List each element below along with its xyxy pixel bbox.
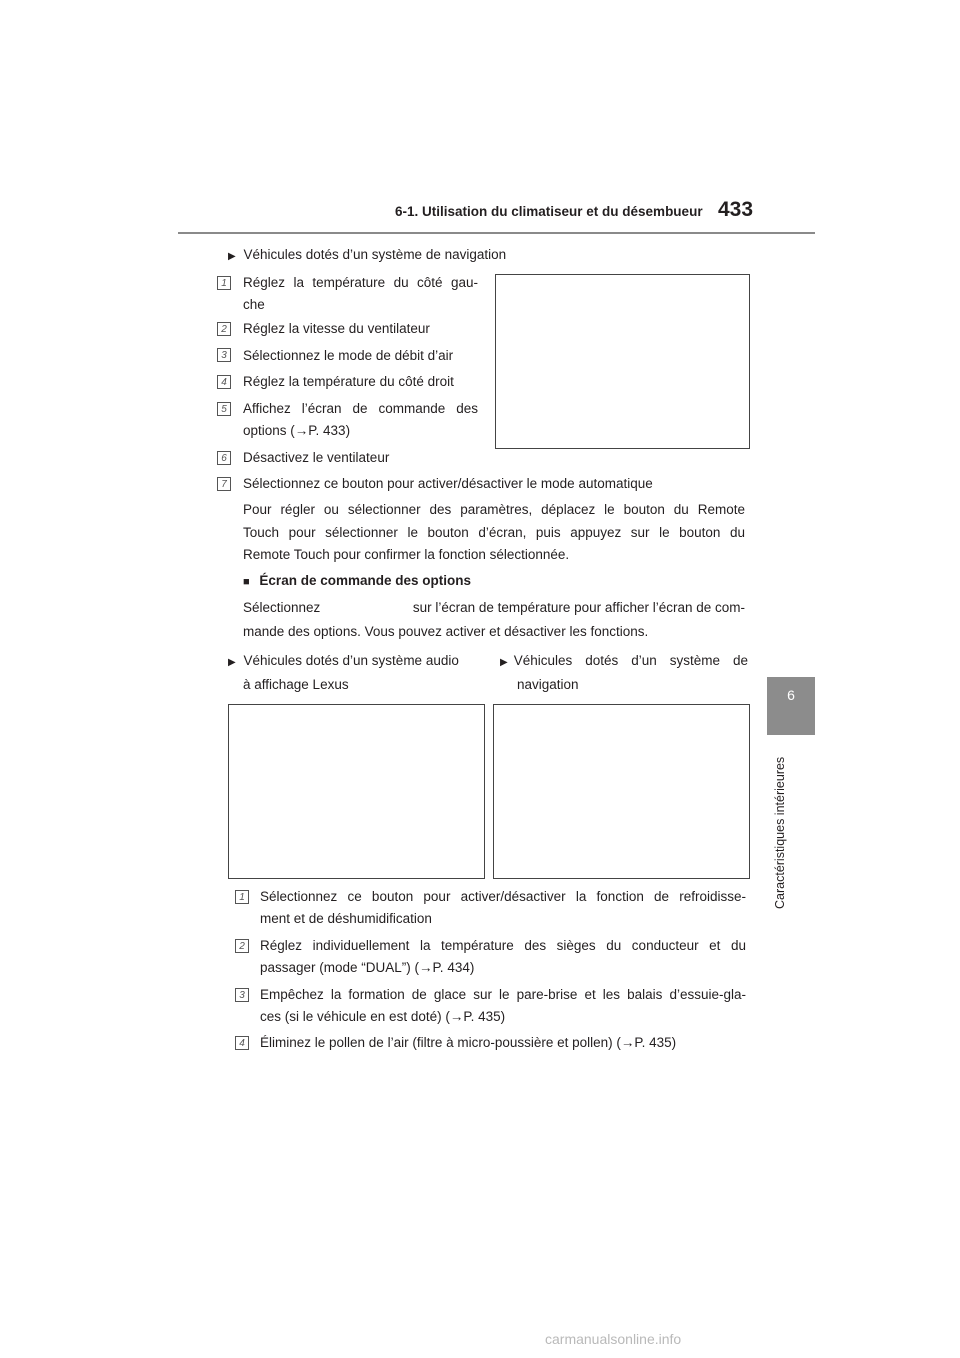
option-item-3 [260,984,746,1028]
triangle-bullet-icon: ▶ [500,657,508,668]
nav-item-4: Réglez la température du côté droit [243,374,454,389]
paragraph-line-1: Pour régler ou sélectionner des paramètres, déplacez le bouton du Remote [243,502,745,517]
option-item-1-line1: Sélectionnez ce bouton pour activer/désactiver la fonction de refroidisse- [260,889,746,904]
option-item-1 [260,886,746,930]
left-heading-line2: à affichage Lexus [243,677,349,692]
option-item-1-line2: ment et de déshumidification [260,911,432,926]
right-column-heading [500,650,748,696]
triangle-bullet-icon: ▶ [228,251,236,262]
options-desc-rest: sur l’écran de température pour afficher l’écran de com- [412,600,745,615]
option-callout-2-badge: 2 [235,939,249,953]
paragraph-line-3: Remote Touch pour confirmer la fonction sélectionnée. [243,547,570,562]
left-heading-line1: Véhicules dotés d’un système audio [243,653,459,668]
option-callout-4-badge: 4 [235,1036,249,1050]
options-heading [243,570,471,593]
callout-4-badge: 4 [217,375,231,389]
nav-item-2: Réglez la vitesse du ventilateur [243,321,430,336]
running-header-title: 6-1. Utilisation du climatiseur et du désembueur [395,204,703,219]
option-item-2-line1: Réglez individuellement la température des sièges du conducteur et du [260,938,746,953]
navigation-options-screen-image [493,704,750,879]
option-callout-3-badge: 3 [235,988,249,1002]
option-item-2-line2: passager (mode “DUAL”) (→P. 434) [260,960,475,975]
nav-section-heading-text: Véhicules dotés d’un système de navigation [243,247,507,262]
option-item-2 [260,935,746,979]
footer-watermark: carmanualsonline.info [545,1331,682,1347]
callout-6-badge: 6 [217,451,231,465]
option-callout-1-badge: 1 [235,890,249,904]
options-desc-select: Sélectionnez [243,600,321,615]
left-column-heading [228,650,488,696]
nav-item-6: Désactivez le ventilateur [243,450,390,465]
callout-5-badge: 5 [217,402,231,416]
lexus-audio-screen-image [228,704,485,879]
options-description [243,597,745,643]
callout-3-badge: 3 [217,348,231,362]
header-rule [178,232,815,234]
options-desc-line2: mande des options. Vous pouvez activer et désactiver les fonctions. [243,624,649,639]
chapter-number: 6 [787,687,795,703]
instruction-paragraph [243,499,745,567]
page-number: 433 [718,198,754,221]
nav-item-3: Sélectionnez le mode de débit d’air [243,348,454,363]
option-item-3-line2: ces (si le véhicule en est doté) (→P. 435) [260,1009,506,1024]
chapter-tab [767,677,815,735]
nav-item-1-line2: che [243,297,265,312]
nav-item-1-line1: Réglez la température du côté gau- [243,275,478,290]
nav-item-5 [243,398,478,442]
options-heading-text: Écran de commande des options [259,573,471,588]
right-heading-line1: Véhicules dotés d’un système de [513,653,748,668]
nav-item-1 [243,272,478,316]
nav-section-heading [228,244,506,268]
nav-item-7: Sélectionnez ce bouton pour activer/désactiver le mode automatique [243,476,653,491]
paragraph-line-2: Touch pour sélectionner le bouton d’écran, puis appuyez sur le bouton du [243,524,745,540]
triangle-bullet-icon: ▶ [228,657,236,668]
chapter-label-text: Caractéristiques intérieures [773,756,787,909]
callout-2-badge: 2 [217,322,231,336]
square-bullet-icon: ■ [243,576,250,588]
nav-item-5-line1: Affichez l’écran de commande des [243,401,478,416]
chapter-label [772,745,788,920]
nav-screen-image [495,274,750,449]
callout-7-badge: 7 [217,477,231,491]
option-item-4: Éliminez le pollen de l’air (filtre à micro-poussière et pollen) (→P. 435) [260,1035,677,1050]
nav-item-5-line2: options (→P. 433) [243,423,351,438]
option-item-3-line1: Empêchez la formation de glace sur le pare-brise et les balais d’essuie-gla- [260,987,746,1002]
right-heading-line2: navigation [517,677,579,692]
callout-1-badge: 1 [217,276,231,290]
